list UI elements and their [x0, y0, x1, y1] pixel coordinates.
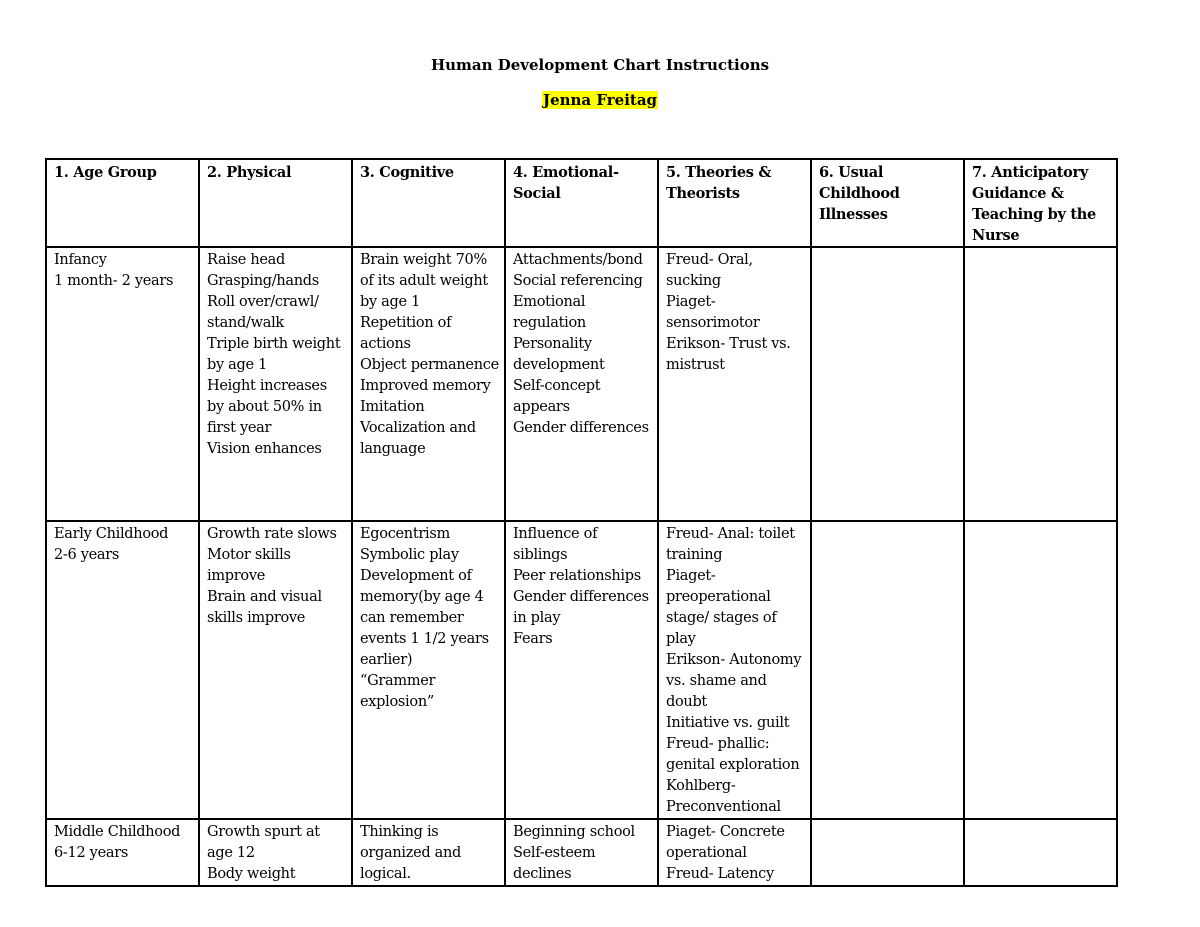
cell-line: Gender differences in play: [513, 589, 649, 626]
cell-line: Attachments/bond: [513, 252, 643, 268]
cell-cognitive: [352, 819, 505, 886]
cell-line: Roll over/crawl/ stand/walk: [207, 294, 319, 331]
table-row: [46, 819, 1117, 886]
cell-line: Improved memory: [360, 378, 491, 394]
cell-line: 6-12 years: [54, 845, 128, 861]
cell-line: Imitation: [360, 399, 425, 415]
cell-line: Growth rate slows: [207, 526, 337, 542]
cell-line: Motor skills improve: [207, 547, 291, 584]
cell-line: Emotional regulation: [513, 294, 586, 331]
header-age-group: 1. Age Group: [46, 159, 199, 247]
cell-theories: [658, 521, 811, 819]
cell-line: Development of memory(by age 4 can remember events 1 1/2 years earlier): [360, 568, 489, 668]
cell-age-group: [46, 247, 199, 521]
cell-emotional-social: [505, 247, 658, 521]
cell-emotional-social: [505, 521, 658, 819]
cell-line: Thinking is organized and logical.: [360, 824, 462, 882]
cell-line: Body weight: [207, 866, 296, 882]
cell-line: Early Childhood: [54, 526, 169, 542]
cell-line: Beginning school: [513, 824, 635, 840]
header-cognitive: 3. Cognitive: [352, 159, 505, 247]
cell-physical: [199, 521, 352, 819]
header-emotional-social: 4. Emotional-Social: [505, 159, 658, 247]
cell-line: Vocalization and language: [360, 420, 476, 457]
cell-age-group: [46, 819, 199, 886]
cell-illnesses: [811, 247, 964, 521]
header-row: [46, 159, 1117, 247]
cell-line: Erikson- Autonomy vs. shame and doubt: [666, 652, 802, 710]
header-guidance: 7. Anticipatory Guidance & Teaching by the Nurse: [964, 159, 1117, 247]
cell-line: Raise head: [207, 252, 286, 268]
cell-physical: [199, 819, 352, 886]
cell-line: Personality development: [513, 336, 605, 373]
cell-line: Vision enhances: [207, 441, 322, 457]
cell-line: Piaget- sensorimotor: [666, 294, 760, 331]
development-chart-table: [45, 158, 1118, 887]
cell-line: Object permanence: [360, 357, 499, 373]
table-row: [46, 521, 1117, 819]
cell-line: Initiative vs. guilt: [666, 715, 790, 731]
cell-emotional-social: [505, 819, 658, 886]
cell-line: 1 month- 2 years: [54, 273, 174, 289]
cell-line: “Grammer explosion”: [360, 673, 436, 710]
cell-line: Brain and visual skills improve: [207, 589, 322, 626]
cell-line: Fears: [513, 631, 553, 647]
cell-line: Freud- phallic: genital exploration: [666, 736, 800, 773]
cell-physical: [199, 247, 352, 521]
cell-line: Social referencing: [513, 273, 643, 289]
cell-line: Kohlberg- Preconventional: [666, 778, 781, 815]
header-illnesses: 6. Usual Childhood Illnesses: [811, 159, 964, 247]
cell-line: Influence of siblings: [513, 526, 598, 563]
cell-line: 2-6 years: [54, 547, 120, 563]
author-line: [0, 90, 1200, 109]
cell-theories: [658, 247, 811, 521]
cell-guidance: [964, 247, 1117, 521]
header-theories: 5. Theories & Theorists: [658, 159, 811, 247]
cell-line: Piaget- Concrete operational: [666, 824, 785, 861]
cell-line: Brain weight 70% of its adult weight by age 1: [360, 252, 488, 310]
cell-line: Freud- Oral, sucking: [666, 252, 753, 289]
cell-guidance: [964, 521, 1117, 819]
cell-cognitive: [352, 521, 505, 819]
cell-line: Middle Childhood: [54, 824, 181, 840]
cell-line: Symbolic play: [360, 547, 459, 563]
cell-theories: [658, 819, 811, 886]
cell-guidance: [964, 819, 1117, 886]
cell-line: Grasping/hands: [207, 273, 319, 289]
cell-line: Height increases by about 50% in first year: [207, 378, 327, 436]
cell-line: Freud- Latency: [666, 866, 774, 882]
cell-line: Gender differences: [513, 420, 649, 436]
cell-line: Piaget- preoperational stage/ stages of play: [666, 568, 777, 647]
cell-illnesses: [811, 521, 964, 819]
cell-cognitive: [352, 247, 505, 521]
cell-illnesses: [811, 819, 964, 886]
cell-line: Self-concept appears: [513, 378, 601, 415]
cell-line: Egocentrism: [360, 526, 450, 542]
cell-line: Repetition of actions: [360, 315, 452, 352]
cell-line: Peer relationships: [513, 568, 641, 584]
document-title: Human Development Chart Instructions: [430, 56, 770, 74]
cell-line: Erikson- Trust vs. mistrust: [666, 336, 791, 373]
cell-line: Self-esteem declines: [513, 845, 596, 882]
header-physical: 2. Physical: [199, 159, 352, 247]
table-row: [46, 247, 1117, 521]
cell-line: Infancy: [54, 252, 107, 268]
cell-line: Triple birth weight by age 1: [207, 336, 341, 373]
cell-line: Freud- Anal: toilet training: [666, 526, 795, 563]
cell-age-group: [46, 521, 199, 819]
author-name-highlighted: Jenna Freitag: [542, 91, 658, 109]
cell-line: Growth spurt at age 12: [207, 824, 320, 861]
